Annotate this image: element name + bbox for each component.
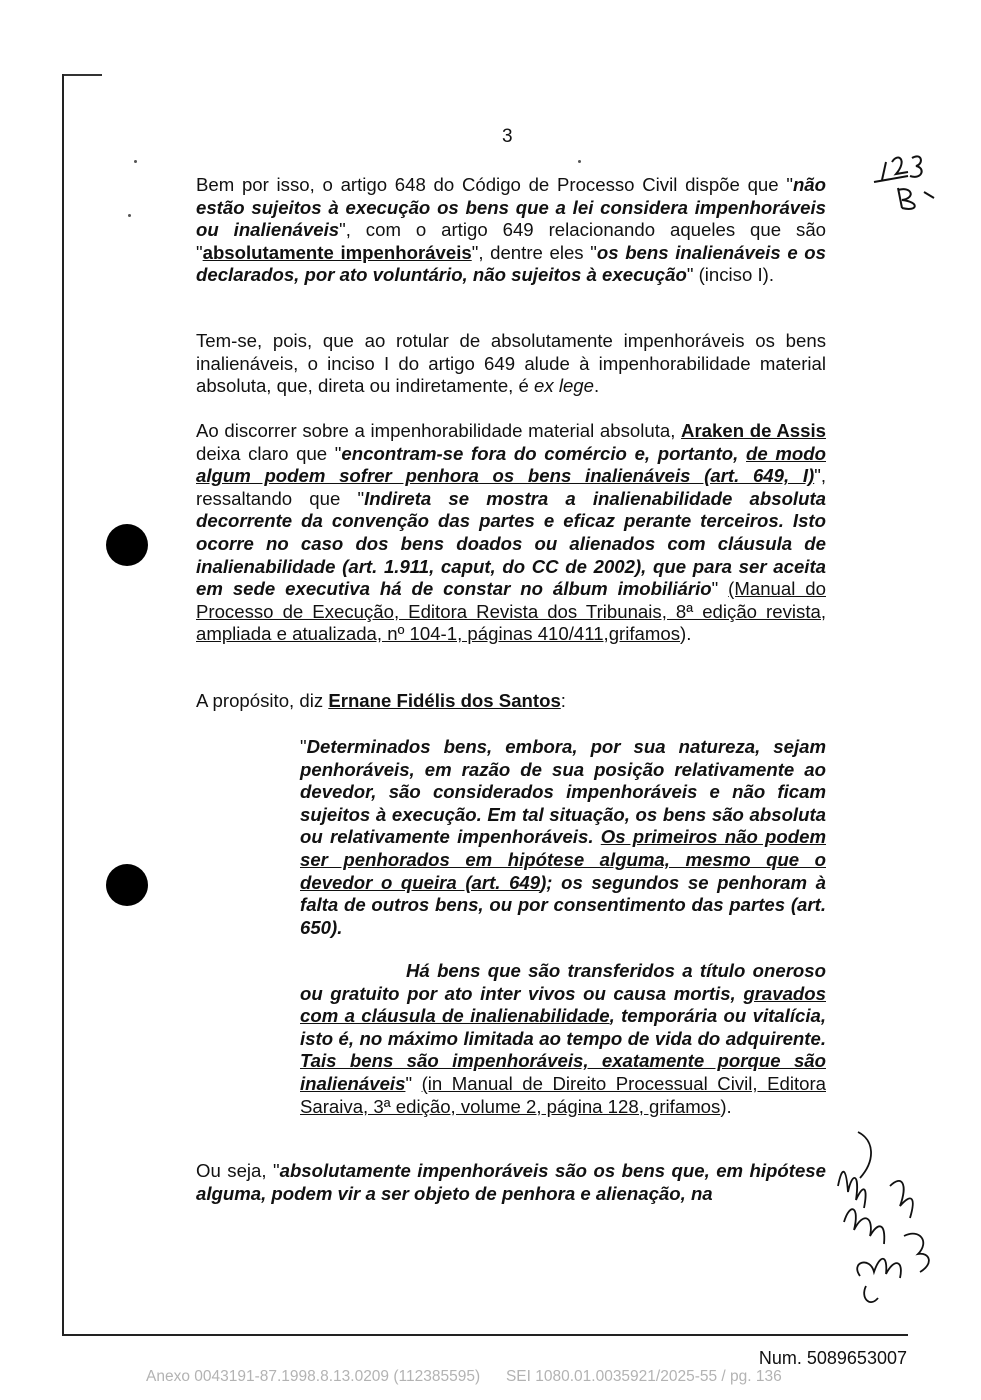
page-border-bottom (62, 1334, 908, 1336)
electronic-stamp: Anexo 0043191-87.1998.8.13.0209 (112385595) SEI 1080.01.0035921/2025-55 / pg. 136 (146, 1368, 782, 1385)
text: ", ressaltando que " (196, 465, 826, 509)
quote-emphasis: encontram-se fora do comércio e, portanto, (341, 442, 747, 464)
page-border-top (62, 74, 102, 76)
text: " (inciso I). (686, 264, 774, 286)
author-name: Araken de Assis (681, 420, 826, 441)
text: Bem por isso, o artigo 648 do Código de Processo Civil dispõe que " (196, 174, 793, 195)
underlined-quote: gravados com a cláusula de inalienabilidade (300, 982, 826, 1027)
text: " (405, 1072, 422, 1094)
paragraph-4 (196, 690, 826, 713)
quote-emphasis: absolutamente impenhoráveis são os bens que, em hipótese alguma, podem vir a ser objeto de penhora e alienação, na (196, 1160, 826, 1204)
quote-emphasis: , temporária ou vitalícia, isto é, no máximo limitada ao tempo de vida do adquirente. (300, 1005, 826, 1049)
quote-emphasis: Determinados bens, embora, por sua natureza, sejam penhoráveis, em razão de sua posição relativamente ao devedor, são considerados impenhoráveis e não ficam sujeitos à execução. Em tal situação, os bens são absoluta ou relativamente impenhoráveis. (300, 736, 826, 848)
quote-emphasis: Há bens que são transferidos a título oneroso ou gratuito por ato inter vivos ou causa mortis, (300, 960, 826, 1004)
document-number: Num. 5089653007 (758, 1348, 907, 1368)
paragraph-1 (196, 174, 826, 287)
quote-emphasis: os bens inalienáveis e os declarados, por ato voluntário, não sujeitos à execução (196, 241, 826, 286)
latin-term: ex lege (534, 375, 594, 397)
text: " (711, 578, 729, 600)
text: " (300, 736, 307, 757)
text: . (593, 375, 600, 397)
citation: (in Manual de Direito Processual Civil, Editora Saraiva, 3ª edição, volume 2, página 128, grifamos (300, 1072, 826, 1117)
text: ", com o artigo 649 relacionando aqueles que são " (196, 219, 826, 263)
folio-mark-handwritten (868, 146, 942, 216)
text: deixa claro que " (196, 442, 342, 464)
quote-emphasis: Indireta se mostra a inalienabilidade absoluta decorrente da convenção das partes e eficaz perante terceiros. Isto ocorre no caso dos bens doados ou alienados com cláusula de inalienabilidade (art. 1.911, caput, do CC de 2002), que para ser aceita em sede executiva há de constar no álbum imobiliário (196, 487, 826, 600)
text: Tem-se, pois, que ao rotular de absolutamente impenhoráveis os bens inalienáveis, o inciso I do artigo 649 alude à impenhorabilidade material absoluta, que, direta ou indiretamente, é (196, 330, 826, 397)
paragraph-2 (196, 330, 826, 398)
text: ). (720, 1095, 732, 1117)
paragraph-3 (196, 420, 826, 646)
speck (134, 160, 137, 163)
punch-hole-lower (106, 864, 148, 906)
citation: (Manual do Processo de Execução, Editora Revista dos Tribunais, 8ª edição revista, ampliada e atualizada, nº 104-1, páginas 410/411,grifamos (196, 578, 826, 645)
text: : (560, 690, 566, 711)
paragraph-5 (196, 1160, 826, 1205)
underlined-emphasis: absolutamente impenhoráveis (202, 241, 472, 263)
quote-emphasis: ); os segundos se penhoram à falta de outros bens, ou por consentimento das partes (art. 650). (300, 871, 826, 938)
author-name: Ernane Fidélis dos Santos (328, 690, 561, 711)
speck (578, 160, 581, 163)
block-quote-1 (300, 736, 826, 939)
punch-hole-upper (106, 524, 148, 566)
text: ). (680, 623, 692, 645)
text: Ou seja, " (196, 1160, 280, 1181)
page-border-left (62, 74, 64, 1336)
page-number: 3 (502, 126, 513, 147)
quote-emphasis: não estão sujeitos à execução os bens que a lei considera impenhoráveis ou inalienáveis (196, 174, 826, 241)
underlined-quote: de modo algum podem sofrer penhora os bens inalienáveis (art. 649, I) (196, 442, 826, 487)
text: A propósito, diz (196, 690, 329, 711)
underlined-quote: Tais bens são impenhoráveis, exatamente porque são inalienáveis (300, 1050, 826, 1094)
speck (128, 214, 131, 217)
signature-handwritten (830, 1126, 940, 1312)
text: ", dentre eles " (471, 241, 597, 263)
text: Ao discorrer sobre a impenhorabilidade material absoluta, (196, 420, 682, 441)
block-quote-2 (300, 960, 826, 1118)
underlined-quote: Os primeiros não podem ser penhorados em hipótese alguma, mesmo que o devedor o queira (art. 649 (300, 826, 826, 893)
